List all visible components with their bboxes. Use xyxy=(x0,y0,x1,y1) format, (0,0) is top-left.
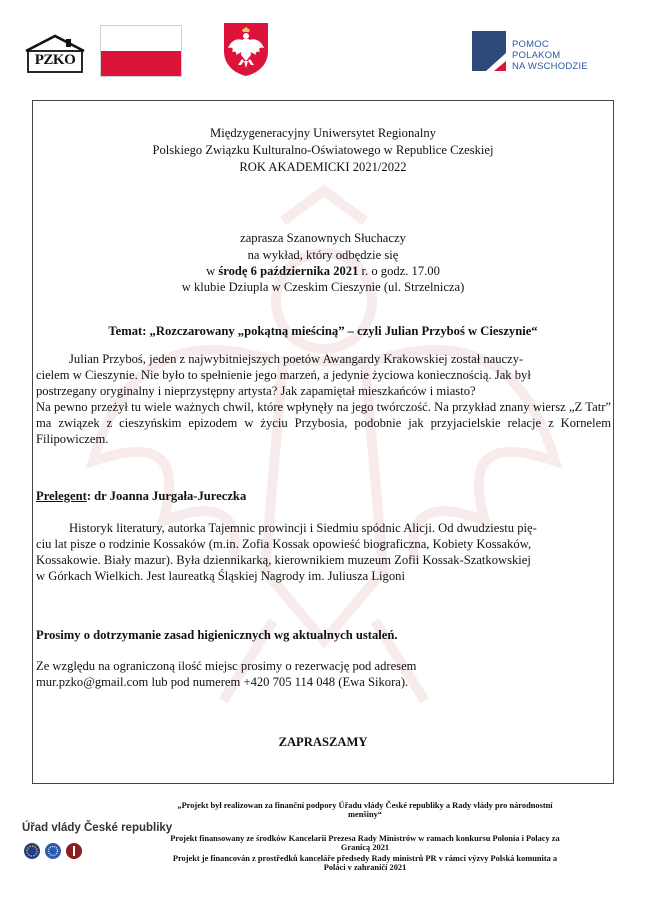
description-line-2: cielem w Cieszynie. Nie było to spełnienie jego marzeń, a jedynie życiowa koniecznością. Jak był xyxy=(36,368,531,382)
invitation-frame xyxy=(32,100,614,784)
polish-coat-of-arms-icon xyxy=(222,21,270,77)
closing-invitation: ZAPRASZAMY xyxy=(278,735,368,749)
pomoc-line-3: NA WSCHODZIE xyxy=(512,61,588,72)
bio-line-4: w Górkach Wielkich. Jest laureatką Śląskiej Nagrody im. Juliusza Ligoni xyxy=(36,569,405,583)
urad-vlady-emblems xyxy=(24,843,84,863)
reservation-info xyxy=(36,658,611,690)
title-line-2: Polskiego Związku Kulturalno-Oświatowego w Republice Czeskiej xyxy=(152,143,494,157)
pomoc-logo-mark-icon xyxy=(472,31,506,71)
urad-vlady-logo-title: Úřad vlády České republiky xyxy=(22,822,173,834)
hygiene-notice: Prosimy o dotrzymanie zasad higienicznych wg aktualnych ustaleń. xyxy=(36,628,398,642)
description-line-3: postrzegany oryginalny i nieprzystępny artysta? Jak zapamiętał mieszkańców i miasto? xyxy=(36,384,476,398)
description-paragraph-2: Na pewno przeżył tu wiele ważnych chwil, które wpłynęły na jego twórczość. Na przykład znany wiersz „Z Tatr” ma związek z cieszyńskim epizodem w życiu Przybosia, podobnie jak przyjacielskie relacje z Kornelem Filipowiczem. xyxy=(36,400,611,446)
speaker-heading xyxy=(36,488,611,504)
pzko-logo-text: PZKO xyxy=(34,52,76,68)
invite-venue: w klubie Dziupla w Czeskim Cieszynie (ul. Strzelnicza) xyxy=(181,280,465,294)
funding-note-pr: Projekt je financován z prostředků kanceláře předsedy Rady ministrů PR v rámci výzvy Polská komunita a Poláci v zahraničí 2021 xyxy=(172,854,558,873)
title-line-3: ROK AKADEMICKI 2021/2022 xyxy=(239,160,407,174)
speaker-name: : dr Joanna Jurgała-Jureczka xyxy=(86,489,247,503)
eu-emblem-icon xyxy=(24,843,40,859)
title-line-1: Międzygeneracyjny Uniwersytet Regionalny xyxy=(210,126,436,140)
funding-note-cz: „Projekt był realizowan za finanční podpory Úřadu vlády České republiky a Rady vlády pro národnostní menšiny“ xyxy=(177,801,553,820)
invite-line-3 xyxy=(33,263,613,279)
invite-line-2: na wykład, który odbędzie się xyxy=(247,248,399,262)
council-emblem-icon xyxy=(45,843,61,859)
bio-line-1: Historyk literatury, autorka Tajemnic prowincji i Siedmiu spódnic Alicji. Od dwudziestu pię- xyxy=(69,521,537,535)
funding-notes xyxy=(165,801,565,880)
speaker-label: Prelegent xyxy=(36,489,87,503)
pomoc-logo-text xyxy=(512,39,588,72)
bio-line-2: ciu lat pisze o rodzinie Kossaków (m.in. Zofia Kossak opowieść biograficzna, Kobiety Kossaków, xyxy=(36,537,532,551)
pzko-logo xyxy=(22,33,88,75)
reservation-line-2: mur.pzko@gmail.com lub pod numerem +420 705 114 048 (Ewa Sikora). xyxy=(36,675,409,689)
invite-line-1: zaprasza Szanownych Słuchaczy xyxy=(240,231,406,245)
polish-flag xyxy=(100,25,182,77)
invite-date: środę 6 października 2021 xyxy=(218,264,359,278)
bio-line-3: Kossakowie. Biały mazur). Była dziennikarką, kierownikiem muzeum Zofii Kossak-Szatkowskiej xyxy=(36,553,531,567)
pomoc-line-1: POMOC xyxy=(512,39,549,50)
invite-date-prefix: w xyxy=(206,264,219,278)
minority-emblem-icon xyxy=(66,843,82,859)
description-line-1: Julian Przyboś, jeden z najwybitniejszych poetów Awangardy Krakowskiej został nauczy- xyxy=(69,352,524,366)
reservation-line-1: Ze względu na ograniczoną ilość miejsc prosimy o rezerwację pod adresem xyxy=(36,659,417,673)
pomoc-line-2: POLAKOM xyxy=(512,50,561,61)
description xyxy=(36,351,611,447)
funding-note-pl: Projekt finansowany ze środków Kancelarii Prezesa Rady Ministrów w ramach konkursu Polonia i Polacy za Granicą 2021 xyxy=(170,833,560,852)
pomoc-polakom-logo xyxy=(472,31,612,73)
lecture-topic: Temat: „Rozczarowany „pokątną mieściną” – czyli Julian Przyboś w Cieszynie“ xyxy=(108,324,538,338)
invite-time: r. o godz. 17.00 xyxy=(358,264,440,278)
speaker-bio xyxy=(36,520,611,584)
